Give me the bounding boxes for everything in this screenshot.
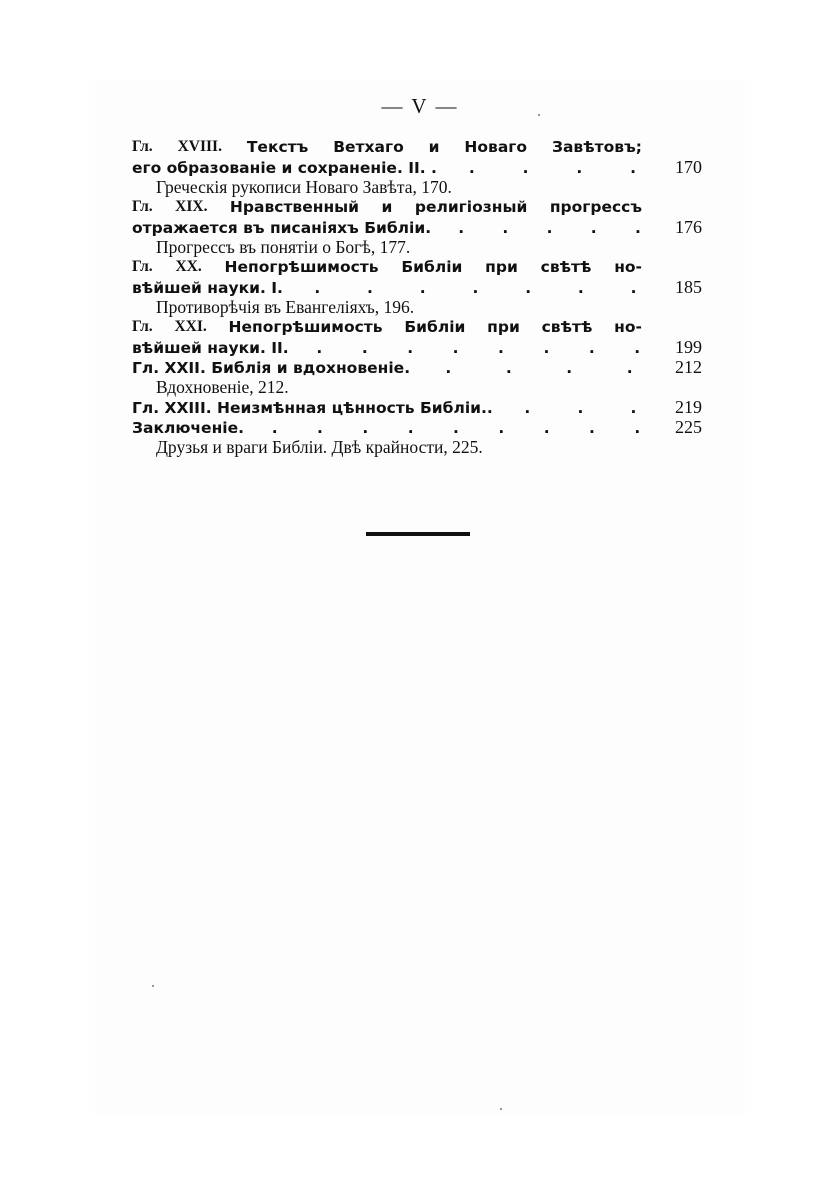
- leader-dots: . . . . .: [458, 219, 641, 237]
- entry-title: вѣйшей науки. II.: [132, 339, 289, 357]
- scan-speck: [538, 114, 540, 116]
- title-word: но-: [614, 318, 642, 336]
- toc-entry-line: [132, 337, 702, 357]
- toc-entry-line: [132, 357, 702, 377]
- page-number: — V —: [381, 94, 459, 118]
- toc-entry-line: [132, 397, 702, 417]
- title-word: Новаго: [464, 138, 528, 156]
- toc-heading-line: [132, 257, 642, 277]
- toc-entry-line: [132, 417, 702, 437]
- table-of-contents: [132, 137, 702, 457]
- leader-dots: . . . . . . . .: [316, 339, 641, 357]
- entry-title: Заключеніе.: [132, 419, 244, 437]
- title-word: религіозный: [414, 198, 528, 216]
- page-ref: 212: [675, 357, 702, 377]
- toc-heading-line: [132, 197, 642, 217]
- title-word: Ветхаго: [333, 138, 404, 156]
- toc-subentry: Друзья и враги Библіи. Двѣ крайности, 225.: [156, 437, 483, 457]
- leader-dots: . . . . . . .: [314, 279, 637, 297]
- title-word: прогрессъ: [549, 198, 642, 216]
- toc-entry-line: [132, 277, 702, 297]
- page-ref: 170: [675, 157, 702, 177]
- chapter-numeral: XX.: [175, 258, 202, 275]
- title-word: Библіи: [404, 318, 466, 336]
- title-word: Завѣтовъ;: [551, 138, 642, 156]
- chapter-numeral: XXI.: [174, 318, 207, 335]
- toc-subentry: Противорѣчія въ Евангеліяхъ, 196.: [156, 297, 415, 317]
- scan-speck: [500, 1108, 502, 1110]
- title-word: свѣтѣ: [541, 318, 593, 336]
- page-ref: 176: [675, 217, 702, 237]
- title-word: Нравственный: [229, 198, 360, 216]
- title-word: но-: [614, 258, 642, 276]
- leader-dots: . . . .: [445, 359, 633, 377]
- title-word: и: [428, 138, 440, 156]
- entry-title: отражается въ писаніяхъ Библіи.: [132, 219, 432, 237]
- scan-speck: [152, 985, 154, 987]
- title-word: и: [381, 198, 393, 216]
- chapter-numeral: XVIII.: [177, 138, 222, 155]
- toc-entry-line: [132, 217, 702, 237]
- title-word: Непогрѣшимость: [224, 258, 379, 276]
- chapter-abbrev: Гл.: [132, 318, 153, 335]
- chapter-abbrev: Гл.: [132, 258, 153, 275]
- page-ref: 225: [675, 417, 702, 437]
- title-word: свѣтѣ: [540, 258, 592, 276]
- page-ref: 199: [675, 337, 702, 357]
- chapter-numeral: XIX.: [175, 198, 208, 215]
- page-ref: 219: [675, 397, 702, 417]
- title-word: Непогрѣшимость: [228, 318, 383, 336]
- entry-title: Гл. XXII. Библія и вдохновеніе.: [132, 359, 411, 377]
- entry-title: вѣйшей науки. I.: [132, 279, 283, 297]
- title-word: при: [487, 318, 520, 336]
- entry-title: его образованіе и сохраненіе. II. .: [132, 159, 437, 177]
- toc-subentry: Вдохновеніе, 212.: [156, 377, 289, 397]
- leader-dots: . . . . . . . . .: [271, 419, 641, 437]
- toc-subentry: Прогрессъ въ понятіи о Богѣ, 177.: [156, 237, 411, 257]
- toc-subentry: Греческія рукописи Новаго Завѣта, 170.: [156, 177, 452, 197]
- entry-title: Гл. XXIII. Неизмѣнная цѣнность Библіи..: [132, 399, 493, 417]
- chapter-abbrev: Гл.: [132, 198, 153, 215]
- title-word: Библіи: [401, 258, 463, 276]
- leader-dots: . . .: [524, 399, 637, 417]
- toc-entry-line: [132, 157, 702, 177]
- title-word: при: [485, 258, 518, 276]
- title-word: Текстъ: [246, 138, 309, 156]
- section-divider-rule: [366, 532, 470, 536]
- toc-heading-line: [132, 137, 642, 157]
- page-ref: 185: [675, 277, 702, 297]
- chapter-abbrev: Гл.: [132, 138, 153, 155]
- toc-heading-line: [132, 317, 642, 337]
- leader-dots: . . . .: [468, 159, 637, 177]
